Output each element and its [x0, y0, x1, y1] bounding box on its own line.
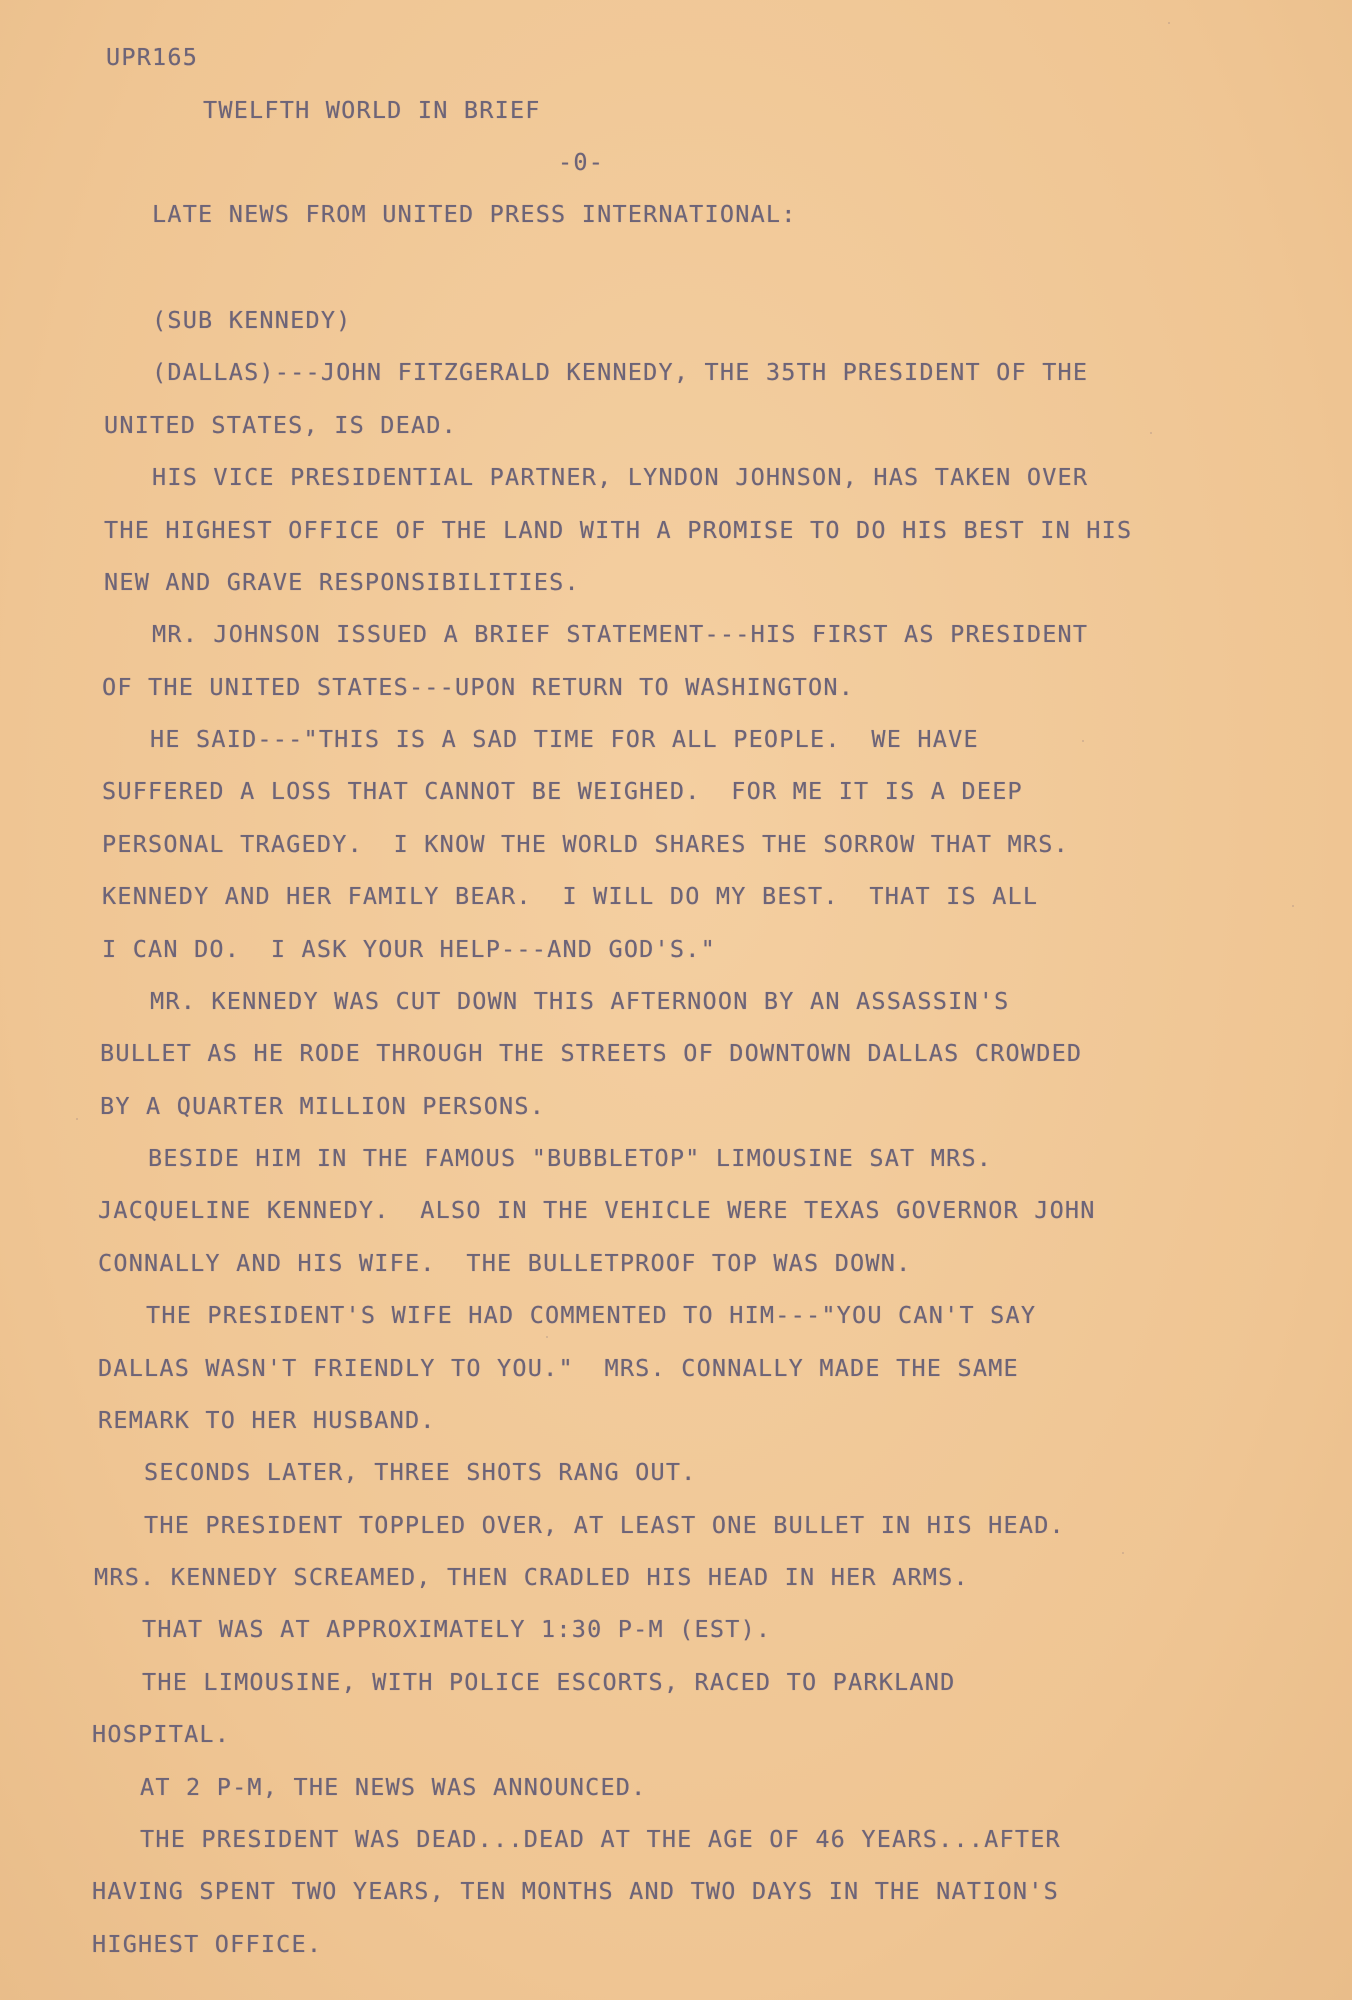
story-line: THE PRESIDENT WAS DEAD...DEAD AT THE AGE OF 46 YEARS...AFTER [140, 1825, 1061, 1853]
story-line: (DALLAS)---JOHN FITZGERALD KENNEDY, THE 35TH PRESIDENT OF THE [152, 358, 1089, 386]
paper-speck [1168, 22, 1170, 24]
story-line: HE SAID---"THIS IS A SAD TIME FOR ALL PEOPLE. WE HAVE [150, 725, 979, 753]
story-line: UNITED STATES, IS DEAD. [104, 411, 458, 439]
sub-heading: (SUB KENNEDY) [152, 306, 352, 334]
story-line: SUFFERED A LOSS THAT CANNOT BE WEIGHED. FOR ME IT IS A DEEP [102, 777, 1023, 805]
story-line: SECONDS LATER, THREE SHOTS RANG OUT. [144, 1458, 697, 1486]
story-line: HAVING SPENT TWO YEARS, TEN MONTHS AND TWO DAYS IN THE NATION'S [92, 1877, 1059, 1905]
story-line: I CAN DO. I ASK YOUR HELP---AND GOD'S." [102, 935, 716, 963]
story-line: THE PRESIDENT TOPPLED OVER, AT LEAST ONE BULLET IN HIS HEAD. [144, 1511, 1065, 1539]
story-line: AT 2 P-M, THE NEWS WAS ANNOUNCED. [140, 1773, 647, 1801]
story-line: HOSPITAL. [92, 1720, 231, 1748]
story-line: NEW AND GRAVE RESPONSIBILITIES. [104, 568, 580, 596]
separator: -0- [558, 148, 605, 176]
paper-speck [1082, 740, 1084, 742]
paper-speck [1150, 432, 1152, 434]
paper-speck [546, 1336, 548, 1338]
story-line: MR. JOHNSON ISSUED A BRIEF STATEMENT---HIS FIRST AS PRESIDENT [152, 620, 1089, 648]
story-line: BESIDE HIM IN THE FAMOUS "BUBBLETOP" LIMOUSINE SAT MRS. [148, 1144, 993, 1172]
wire-slug: UPR165 [106, 43, 199, 71]
story-line: THE HIGHEST OFFICE OF THE LAND WITH A PROMISE TO DO HIS BEST IN HIS [104, 516, 1133, 544]
paper-speck [1122, 1552, 1124, 1554]
story-line: HIS VICE PRESIDENTIAL PARTNER, LYNDON JOHNSON, HAS TAKEN OVER [152, 463, 1089, 491]
story-line: JACQUELINE KENNEDY. ALSO IN THE VEHICLE WERE TEXAS GOVERNOR JOHN [98, 1196, 1096, 1224]
story-line: HIGHEST OFFICE. [92, 1930, 323, 1958]
story-line: THE LIMOUSINE, WITH POLICE ESCORTS, RACED TO PARKLAND [142, 1668, 956, 1696]
paper-speck [76, 1118, 78, 1120]
story-line: MRS. KENNEDY SCREAMED, THEN CRADLED HIS HEAD IN HER ARMS. [94, 1563, 969, 1591]
story-line: BY A QUARTER MILLION PERSONS. [100, 1092, 546, 1120]
story-line: MR. KENNEDY WAS CUT DOWN THIS AFTERNOON BY AN ASSASSIN'S [150, 987, 1010, 1015]
story-line: CONNALLY AND HIS WIFE. THE BULLETPROOF TOP WAS DOWN. [98, 1249, 912, 1277]
story-line: PERSONAL TRAGEDY. I KNOW THE WORLD SHARES THE SORROW THAT MRS. [102, 830, 1069, 858]
story-line: REMARK TO HER HUSBAND. [98, 1406, 436, 1434]
story-line: DALLAS WASN'T FRIENDLY TO YOU." MRS. CONNALLY MADE THE SAME [98, 1354, 1019, 1382]
story-line: BULLET AS HE RODE THROUGH THE STREETS OF DOWNTOWN DALLAS CROWDED [100, 1039, 1083, 1067]
intro-line: LATE NEWS FROM UNITED PRESS INTERNATIONAL: [152, 200, 797, 228]
paper-speck [1292, 905, 1294, 907]
story-line: THAT WAS AT APPROXIMATELY 1:30 P-M (EST). [142, 1615, 772, 1643]
page-title: TWELFTH WORLD IN BRIEF [203, 96, 541, 124]
story-line: OF THE UNITED STATES---UPON RETURN TO WASHINGTON. [102, 673, 855, 701]
story-line: KENNEDY AND HER FAMILY BEAR. I WILL DO MY BEST. THAT IS ALL [102, 882, 1039, 910]
story-line: THE PRESIDENT'S WIFE HAD COMMENTED TO HIM---"YOU CAN'T SAY [146, 1301, 1037, 1329]
